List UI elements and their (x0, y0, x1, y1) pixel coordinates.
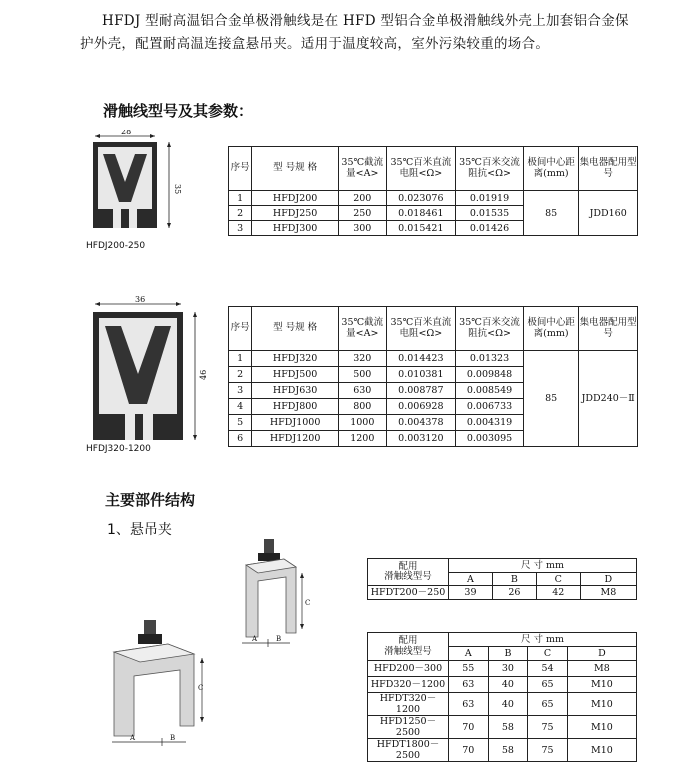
cell-ac: 0.01323 (456, 351, 524, 367)
dim-header-config: 配用 (398, 635, 418, 646)
dim-header-d: D (580, 573, 636, 586)
spec-table-1 (228, 146, 638, 236)
profile-drawing-hfdj320 (85, 296, 210, 446)
cell-area: 200 (339, 191, 386, 206)
dim-header-a: A (449, 647, 489, 661)
cell-model: HFDJ630 (252, 383, 339, 399)
cell-dc: 0.008787 (386, 383, 456, 399)
cell-seq: 4 (229, 399, 252, 415)
cell-area: 250 (339, 206, 386, 221)
cell-d: M10 (567, 739, 636, 762)
cell-dc: 0.018461 (386, 206, 456, 221)
dim-header-model-label: 滑触线型号 (384, 645, 432, 657)
large-clamp-c-label: C (198, 684, 204, 692)
cell-b: 40 (488, 677, 528, 693)
cell-d: M8 (567, 661, 636, 677)
header-seq: 序号 (229, 307, 252, 351)
dim-header-config: 配用 (398, 560, 418, 572)
cell-model: HFDJ300 (252, 221, 339, 236)
cell-area: 630 (339, 383, 386, 399)
cell-c: 75 (528, 716, 568, 739)
cell-model: HFDJ1200 (252, 431, 339, 447)
cell-a: 70 (449, 716, 489, 739)
header-model: 型 号规 格 (252, 307, 339, 351)
cell-seq: 6 (229, 431, 252, 447)
table-row (368, 739, 637, 762)
table-row (229, 351, 638, 367)
cell-a: 63 (449, 677, 489, 693)
cell-collector: JDD160 (579, 191, 638, 236)
section-title-parts: 主要部件结构 (105, 491, 196, 509)
cell-model: HFD1250－2500 (368, 716, 449, 739)
large-clamp-b-label: B (170, 734, 176, 742)
cell-dc: 0.006928 (386, 399, 456, 415)
subsection-title-clamp: 1、悬吊夹 (107, 522, 172, 538)
header-pole: 极间中心距离(mm) (523, 147, 579, 191)
header-seq: 序号 (229, 147, 252, 191)
dim-header-c: C (528, 647, 568, 661)
cell-d: M8 (580, 586, 636, 600)
cell-seq: 1 (229, 191, 252, 206)
cell-dc: 0.015421 (386, 221, 456, 236)
cell-a: 55 (449, 661, 489, 677)
dim-header-b: B (492, 573, 536, 586)
cell-c: 65 (528, 693, 568, 716)
cell-ac: 0.01535 (456, 206, 524, 221)
header-model: 型 号规 格 (252, 147, 339, 191)
cell-b: 40 (488, 693, 528, 716)
cell-a: 39 (449, 586, 493, 600)
cell-seq: 1 (229, 351, 252, 367)
cell-area: 1000 (339, 415, 386, 431)
cell-model: HFD320－1200 (368, 677, 449, 693)
dim-header-model (368, 559, 449, 586)
profile1-width-label: 28 (121, 130, 132, 136)
header-collector: 集电器配用型号 (579, 147, 638, 191)
cell-pole: 85 (523, 351, 579, 447)
profile1-caption: HFDJ200-250 (86, 241, 146, 251)
cell-model: HFDT320－1200 (368, 693, 449, 716)
cell-dc: 0.010381 (386, 367, 456, 383)
cell-seq: 3 (229, 221, 252, 236)
section-title-models: 滑触线型号及其参数： (103, 102, 254, 120)
dim-header-b: B (488, 647, 528, 661)
cell-pole: 85 (523, 191, 579, 236)
cell-a: 70 (449, 739, 489, 762)
header-pole: 极间中心距离(mm) (523, 307, 579, 351)
dim-header-model (368, 633, 449, 661)
header-collector: 集电器配用型号 (579, 307, 638, 351)
dimension-table-1 (367, 558, 637, 600)
dimension-table-2 (367, 632, 637, 762)
cell-c: 65 (528, 677, 568, 693)
cell-seq: 2 (229, 206, 252, 221)
cell-area: 800 (339, 399, 386, 415)
table-row (229, 191, 638, 206)
header-dc: 35℃百米直流电阻<Ω> (386, 147, 456, 191)
cell-area: 1200 (339, 431, 386, 447)
dim-header-a: A (449, 573, 493, 586)
table-row (368, 693, 637, 716)
cell-seq: 3 (229, 383, 252, 399)
table-row (368, 661, 637, 677)
large-clamp-a-label: A (130, 734, 136, 742)
profile2-caption: HFDJ320-1200 (86, 444, 151, 454)
cell-area: 320 (339, 351, 386, 367)
cell-seq: 2 (229, 367, 252, 383)
cell-model: HFDT1800－2500 (368, 739, 449, 762)
cell-ac: 0.006733 (456, 399, 524, 415)
clamp-drawing-large (106, 618, 221, 758)
cell-ac: 0.004319 (456, 415, 524, 431)
header-area: 35℃截流量<A> (339, 307, 386, 351)
cell-d: M10 (567, 677, 636, 693)
intro-paragraph: HFDJ 型耐高温铝合金单极滑触线是在 HFD 型铝合金单极滑触线外壳上加套铝合金保护外壳，配置耐高温连接盒悬吊夹。适用于温度较高，室外污染较重的场合。 (80, 13, 629, 52)
cell-ac: 0.003095 (456, 431, 524, 447)
cell-model: HFDJ500 (252, 367, 339, 383)
table-row (368, 677, 637, 693)
cell-ac: 0.01426 (456, 221, 524, 236)
cell-c: 42 (536, 586, 580, 600)
spec-table-2 (228, 306, 638, 447)
cell-dc: 0.003120 (386, 431, 456, 447)
cell-model: HFDJ1000 (252, 415, 339, 431)
header-area: 35℃截流量<A> (339, 147, 386, 191)
cell-model: HFDT200－250 (368, 586, 449, 600)
cell-seq: 5 (229, 415, 252, 431)
cell-c: 75 (528, 739, 568, 762)
cell-area: 500 (339, 367, 386, 383)
header-dc: 35℃百米直流电阻<Ω> (386, 307, 456, 351)
table-row (368, 586, 637, 600)
small-clamp-c-label: C (305, 599, 311, 607)
cell-area: 300 (339, 221, 386, 236)
cell-ac: 0.01919 (456, 191, 524, 206)
table-row (368, 716, 637, 739)
cell-collector: JDD240－Ⅱ (579, 351, 638, 447)
cell-ac: 0.008549 (456, 383, 524, 399)
profile2-height-label: 46 (199, 369, 208, 380)
clamp-drawing-small (238, 537, 318, 649)
cell-b: 58 (488, 739, 528, 762)
cell-b: 58 (488, 716, 528, 739)
small-clamp-a-label: A (252, 635, 258, 643)
profile-drawing-hfdj200 (85, 130, 195, 250)
cell-b: 30 (488, 661, 528, 677)
cell-model: HFDJ250 (252, 206, 339, 221)
cell-dc: 0.023076 (386, 191, 456, 206)
profile1-height-label: 35 (173, 184, 182, 195)
dim-header-d: D (567, 647, 636, 661)
cell-ac: 0.009848 (456, 367, 524, 383)
cell-b: 26 (492, 586, 536, 600)
header-ac: 35℃百米交流阻抗<Ω> (456, 147, 524, 191)
cell-dc: 0.014423 (386, 351, 456, 367)
cell-model: HFDJ200 (252, 191, 339, 206)
profile2-width-label: 36 (135, 296, 146, 304)
dim-header-size: 尺 寸 mm (449, 559, 637, 573)
dim-header-c: C (536, 573, 580, 586)
cell-d: M10 (567, 716, 636, 739)
cell-model: HFDJ800 (252, 399, 339, 415)
cell-a: 63 (449, 693, 489, 716)
dim-header-size: 尺 寸 mm (449, 633, 637, 647)
small-clamp-b-label: B (276, 635, 282, 643)
cell-d: M10 (567, 693, 636, 716)
dim-header-model-label: 滑触线型号 (384, 571, 432, 582)
cell-dc: 0.004378 (386, 415, 456, 431)
cell-model: HFDJ320 (252, 351, 339, 367)
cell-c: 54 (528, 661, 568, 677)
cell-model: HFD200－300 (368, 661, 449, 677)
header-ac: 35℃百米交流阻抗<Ω> (456, 307, 524, 351)
